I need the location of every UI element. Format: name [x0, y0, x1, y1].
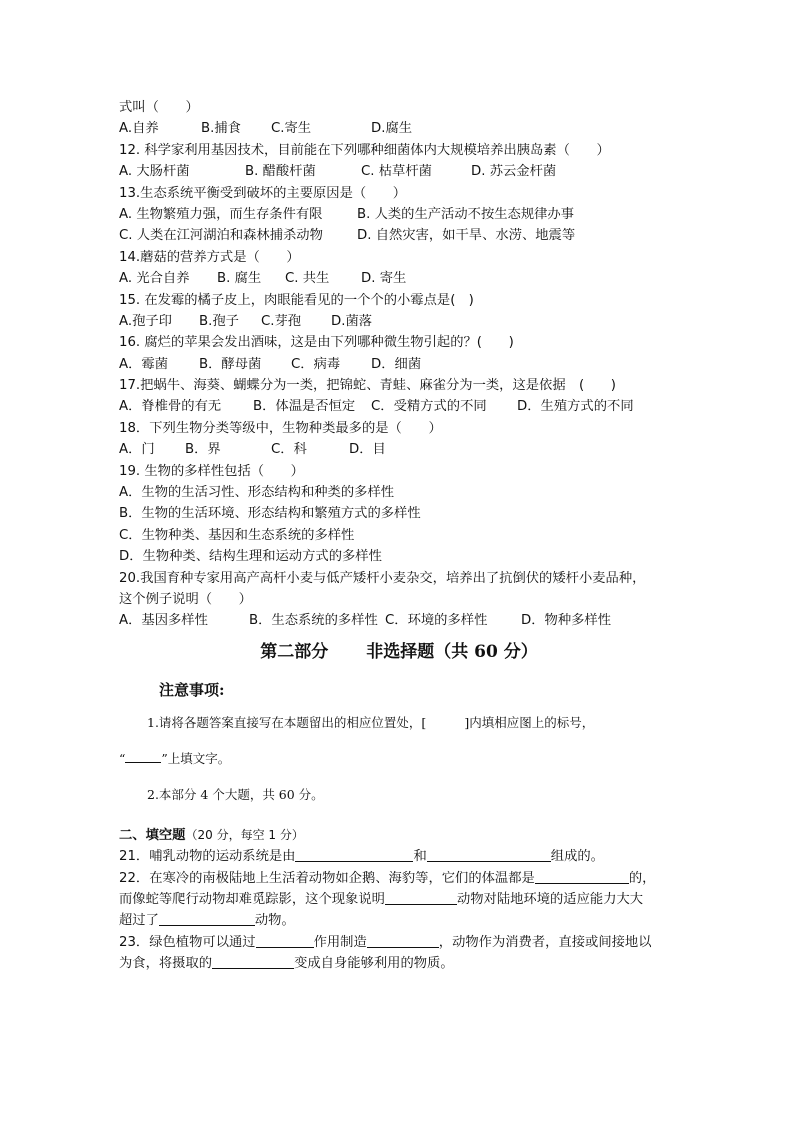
option-a: A. 大肠杆菌	[119, 164, 190, 180]
note-1-text: 1.请将各题答案直接写在本题留出的相应位置处，[	[147, 714, 427, 730]
answer-blank[interactable]	[295, 847, 413, 862]
question-22-tail: 动物。	[254, 913, 295, 929]
option-d: D.菌落	[331, 313, 373, 329]
option-b: B.孢子	[199, 313, 239, 329]
option-c: C．科	[271, 442, 307, 458]
note-1	[147, 713, 679, 735]
option-a: A．门	[119, 442, 155, 458]
option-c: C.寄生	[271, 121, 312, 137]
question-13: 13.生态系统平衡受到破坏的主要原因是（ ）	[119, 185, 407, 201]
question-22-line-1	[119, 868, 679, 889]
answer-blank[interactable]	[159, 911, 255, 926]
option-a: A．霉菌	[119, 356, 168, 372]
answer-blank[interactable]	[367, 933, 439, 948]
question-23-text-2: 作用制造	[313, 934, 367, 950]
option-a: A.孢子印	[119, 313, 172, 329]
quote-open: “	[119, 750, 126, 766]
note-1-text-cont: ]内填相应图上的标号，	[464, 714, 595, 730]
question-13-options-cd	[119, 225, 679, 246]
exam-page	[119, 97, 679, 975]
option-d: D．目	[349, 442, 386, 458]
answer-blank[interactable]	[535, 869, 629, 884]
question-23-text-3: ，动物作为消费者，直接或间接地以	[438, 934, 652, 950]
section-2-heading	[119, 825, 679, 846]
option-b: B．酵母菌	[199, 356, 262, 372]
question-16-options	[119, 354, 679, 375]
question-15: 15. 在发霉的橘子皮上，肉眼能看见的一个个的小霉点是( )	[119, 292, 474, 308]
question-23-text-4: 为食，将摄取的	[119, 956, 213, 972]
question-22-line-3	[119, 910, 679, 931]
question-23-line-2	[119, 953, 679, 974]
question-21-and: 和	[413, 849, 427, 865]
question-11-tail: 式叫（ ）	[119, 100, 199, 115]
question-21-tail: 组成的。	[550, 849, 604, 865]
question-18-options	[119, 439, 679, 460]
option-d: D．细菌	[371, 356, 422, 372]
option-b: B.捕食	[201, 121, 241, 137]
answer-blank[interactable]	[256, 933, 314, 948]
option-a: A.自养	[119, 121, 159, 137]
question-22-text: 22．在寒冷的南极陆地上生活着动物如企鹅、海豹等，它们的体温都是	[119, 870, 535, 886]
question-22-text-2: 而像蛇等爬行动物却难觅踪影，这个现象说明	[119, 891, 385, 907]
option-a: A. 光合自养	[119, 271, 190, 287]
option-b: B．体温是否恒定	[253, 399, 356, 415]
question-13-options-ab	[119, 204, 679, 225]
question-16: 16. 腐烂的苹果会发出酒味，这是由下列哪种微生物引起的？( )	[119, 335, 514, 351]
question-22-text-4: 超过了	[119, 913, 159, 929]
option-b: B. 人类的生产活动不按生态规律办事	[357, 206, 575, 222]
question-17-options	[119, 396, 679, 417]
question-18: 18．下列生物分类等级中，生物种类最多的是（ ）	[119, 420, 442, 436]
note-2: 2.本部分 4 个大题，共 60 分。	[147, 786, 324, 802]
option-c: C．生物种类、基因和生态系统的多样性	[119, 527, 355, 543]
option-d: D．物种多样性	[521, 613, 612, 629]
question-22-text-cont: 的，	[628, 870, 656, 886]
option-a: A．脊椎骨的有无	[119, 399, 222, 415]
option-c: C. 枯草杆菌	[361, 164, 432, 180]
option-d: D. 寄生	[361, 271, 407, 287]
question-11-options	[119, 118, 679, 139]
option-d: D.腐生	[371, 121, 413, 137]
question-23-text: 23．绿色植物可以通过	[119, 934, 256, 950]
part-two-label: 第二部分	[260, 641, 329, 662]
part-two-title	[119, 637, 679, 667]
question-22-line-2	[119, 889, 679, 910]
option-b: B. 腐生	[217, 271, 262, 287]
question-20-options	[119, 610, 679, 631]
question-19: 19. 生物的多样性包括（ ）	[119, 463, 304, 479]
section-2-title: 二、填空题	[119, 827, 186, 843]
question-23-tail: 变成自身能够利用的物质。	[294, 956, 454, 972]
answer-blank[interactable]	[212, 954, 294, 969]
answer-blank[interactable]	[385, 890, 457, 905]
question-21-text: 21．哺乳动物的运动系统是由	[119, 849, 296, 865]
option-d: D. 自然灾害，如干旱、水涝、地震等	[357, 228, 576, 244]
option-b: B．生物的生活环境、形态结构和繁殖方式的多样性	[119, 506, 421, 522]
option-c: C．环境的多样性	[385, 613, 488, 629]
question-14-options	[119, 268, 679, 289]
question-23-line-1	[119, 932, 679, 953]
option-d: D. 苏云金杆菌	[471, 164, 557, 180]
option-d: D．生物种类、结构生理和运动方式的多样性	[119, 549, 382, 565]
question-14: 14.蘑菇的营养方式是（ ）	[119, 249, 300, 265]
option-b: B. 醋酸杆菌	[245, 164, 316, 180]
question-12-options	[119, 161, 679, 182]
question-15-options	[119, 311, 679, 332]
option-b: B．界	[185, 442, 221, 458]
answer-blank[interactable]	[427, 847, 551, 862]
option-c: C．受精方式的不同	[371, 399, 487, 415]
note-1-cont	[119, 749, 679, 771]
option-c: C. 人类在江河湖泊和森林捕杀动物	[119, 228, 323, 244]
question-21	[119, 846, 679, 867]
part-two-subtitle: 非选择题（共 60 分）	[366, 641, 538, 662]
question-20-line-2: 这个例子说明（ ）	[119, 591, 252, 607]
option-b: B．生态系统的多样性	[249, 613, 378, 629]
note-blank	[125, 750, 161, 763]
option-a: A．生物的生活习性、形态结构和种类的多样性	[119, 485, 395, 501]
question-20-line-1: 20.我国育种专家用高产高杆小麦与低产矮杆小麦杂交，培养出了抗倒伏的矮杆小麦品种，	[119, 570, 646, 586]
question-17: 17.把蜗牛、海葵、蝴蝶分为一类，把锦蛇、青蛙、麻雀分为一类，这是依据 ( )	[119, 378, 616, 394]
option-a: A．基因多样性	[119, 613, 208, 629]
option-c: C.芽孢	[261, 313, 302, 329]
question-12: 12. 科学家利用基因技术，目前能在下列哪种细菌体内大规模培养出胰岛素（ ）	[119, 142, 610, 158]
note-1-tail: ”上填文字。	[161, 750, 231, 766]
option-a: A. 生物繁殖力强，而生存条件有限	[119, 206, 323, 222]
question-22-text-3: 动物对陆地环境的适应能力大大	[456, 891, 644, 907]
option-c: C. 共生	[285, 271, 330, 287]
option-c: C．病毒	[291, 356, 341, 372]
notes-title: 注意事项:	[159, 680, 225, 699]
section-2-scoring: （20 分，每空 1 分）	[185, 827, 304, 842]
option-d: D．生殖方式的不同	[517, 399, 634, 415]
